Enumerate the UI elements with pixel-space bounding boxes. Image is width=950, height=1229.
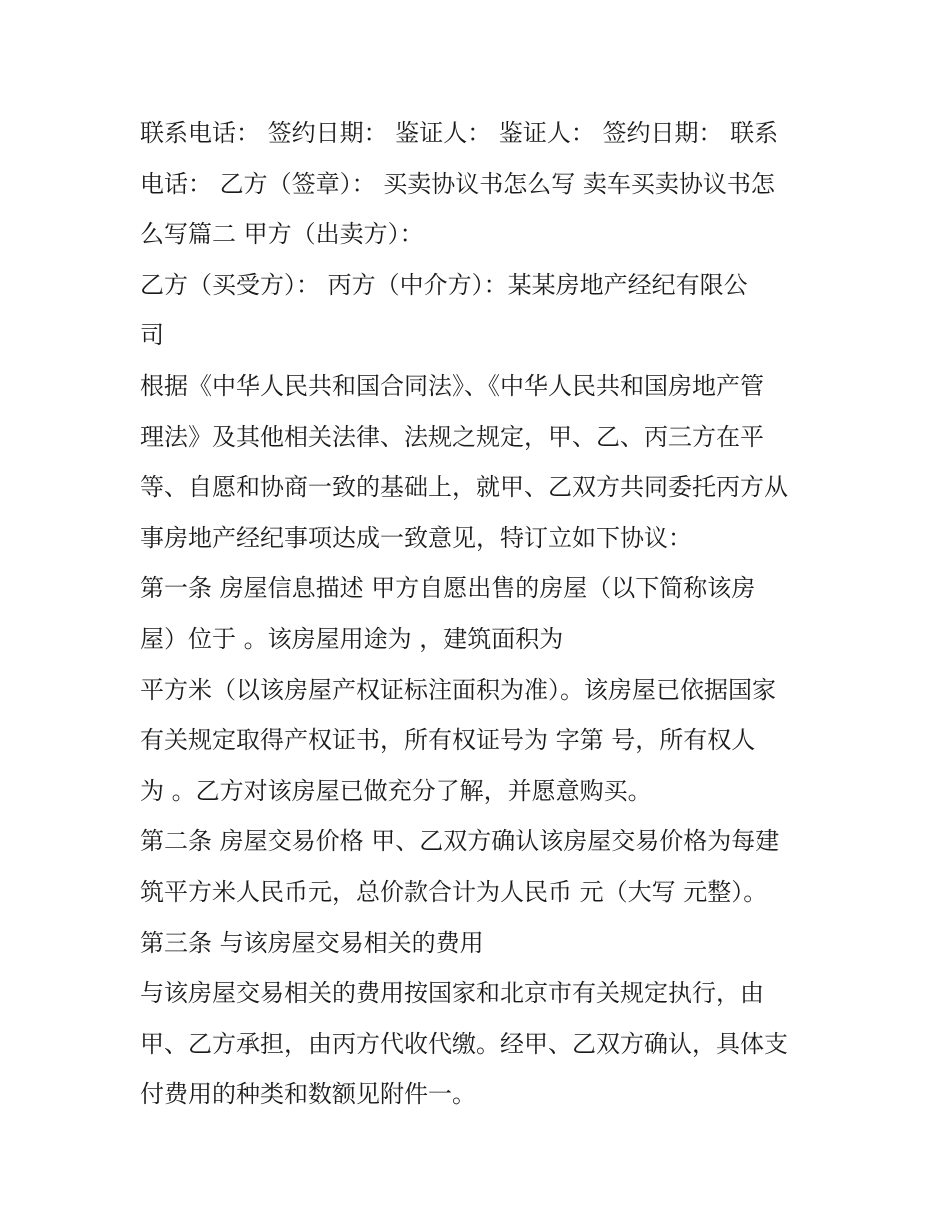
text-line: 事房地产经纪事项达成一致意见，特订立如下协议： (140, 523, 692, 552)
text-line: 联系电话： 签约日期： 鉴证人： 鉴证人： 签约日期： 联系 (140, 119, 779, 147)
text-line: 与该房屋交易相关的费用按国家和北京市有关规定执行，由 (140, 979, 764, 1008)
text-line: 第一条 房屋信息描述 甲方自愿出售的房屋（以下简称该房 (140, 574, 756, 603)
text-line: 么写篇二 甲方（出卖方）： (140, 220, 424, 249)
text-line: 电话： 乙方（签章）： 买卖协议书怎么写 卖车买卖协议书怎 (140, 169, 775, 198)
text-line: 第二条 房屋交易价格 甲、乙双方确认该房屋交易价格为每建 (140, 827, 780, 856)
text-line: 屋）位于 。该房屋用途为 ，建筑面积为 (140, 624, 564, 653)
text-line: 筑平方米人民币元，总价款合计为人民币 元（大写 元整）。 (140, 877, 768, 906)
text-line: 为 。乙方对该房屋已做充分了解，并愿意购买。 (140, 776, 652, 805)
text-line: 等、自愿和协商一致的基础上，就甲、乙双方共同委托丙方从 (140, 473, 788, 502)
text-line: 根据《中华人民共和国合同法》、《中华人民共和国房地产管 (140, 371, 764, 400)
text-line: 甲、乙方承担，由丙方代收代缴。经甲、乙双方确认，具体支 (140, 1029, 788, 1058)
text-line: 第三条 与该房屋交易相关的费用 (140, 928, 484, 957)
text-line: 有关规定取得产权证书，所有权证号为 字第 号，所有权人 (140, 726, 756, 755)
text-line: 司 (140, 321, 164, 350)
text-line: 理法》及其他相关法律、法规之规定，甲、乙、丙三方在平 (140, 422, 764, 451)
text-line: 平方米（以该房屋产权证标注面积为准）。该房屋已依据国家 (140, 675, 776, 704)
text-line: 付费用的种类和数额见附件一。 (140, 1080, 476, 1109)
document-body (140, 108, 820, 1120)
text-line: 乙方（买受方）： 丙方（中介方）：某某房地产经纪有限公 (140, 270, 748, 299)
